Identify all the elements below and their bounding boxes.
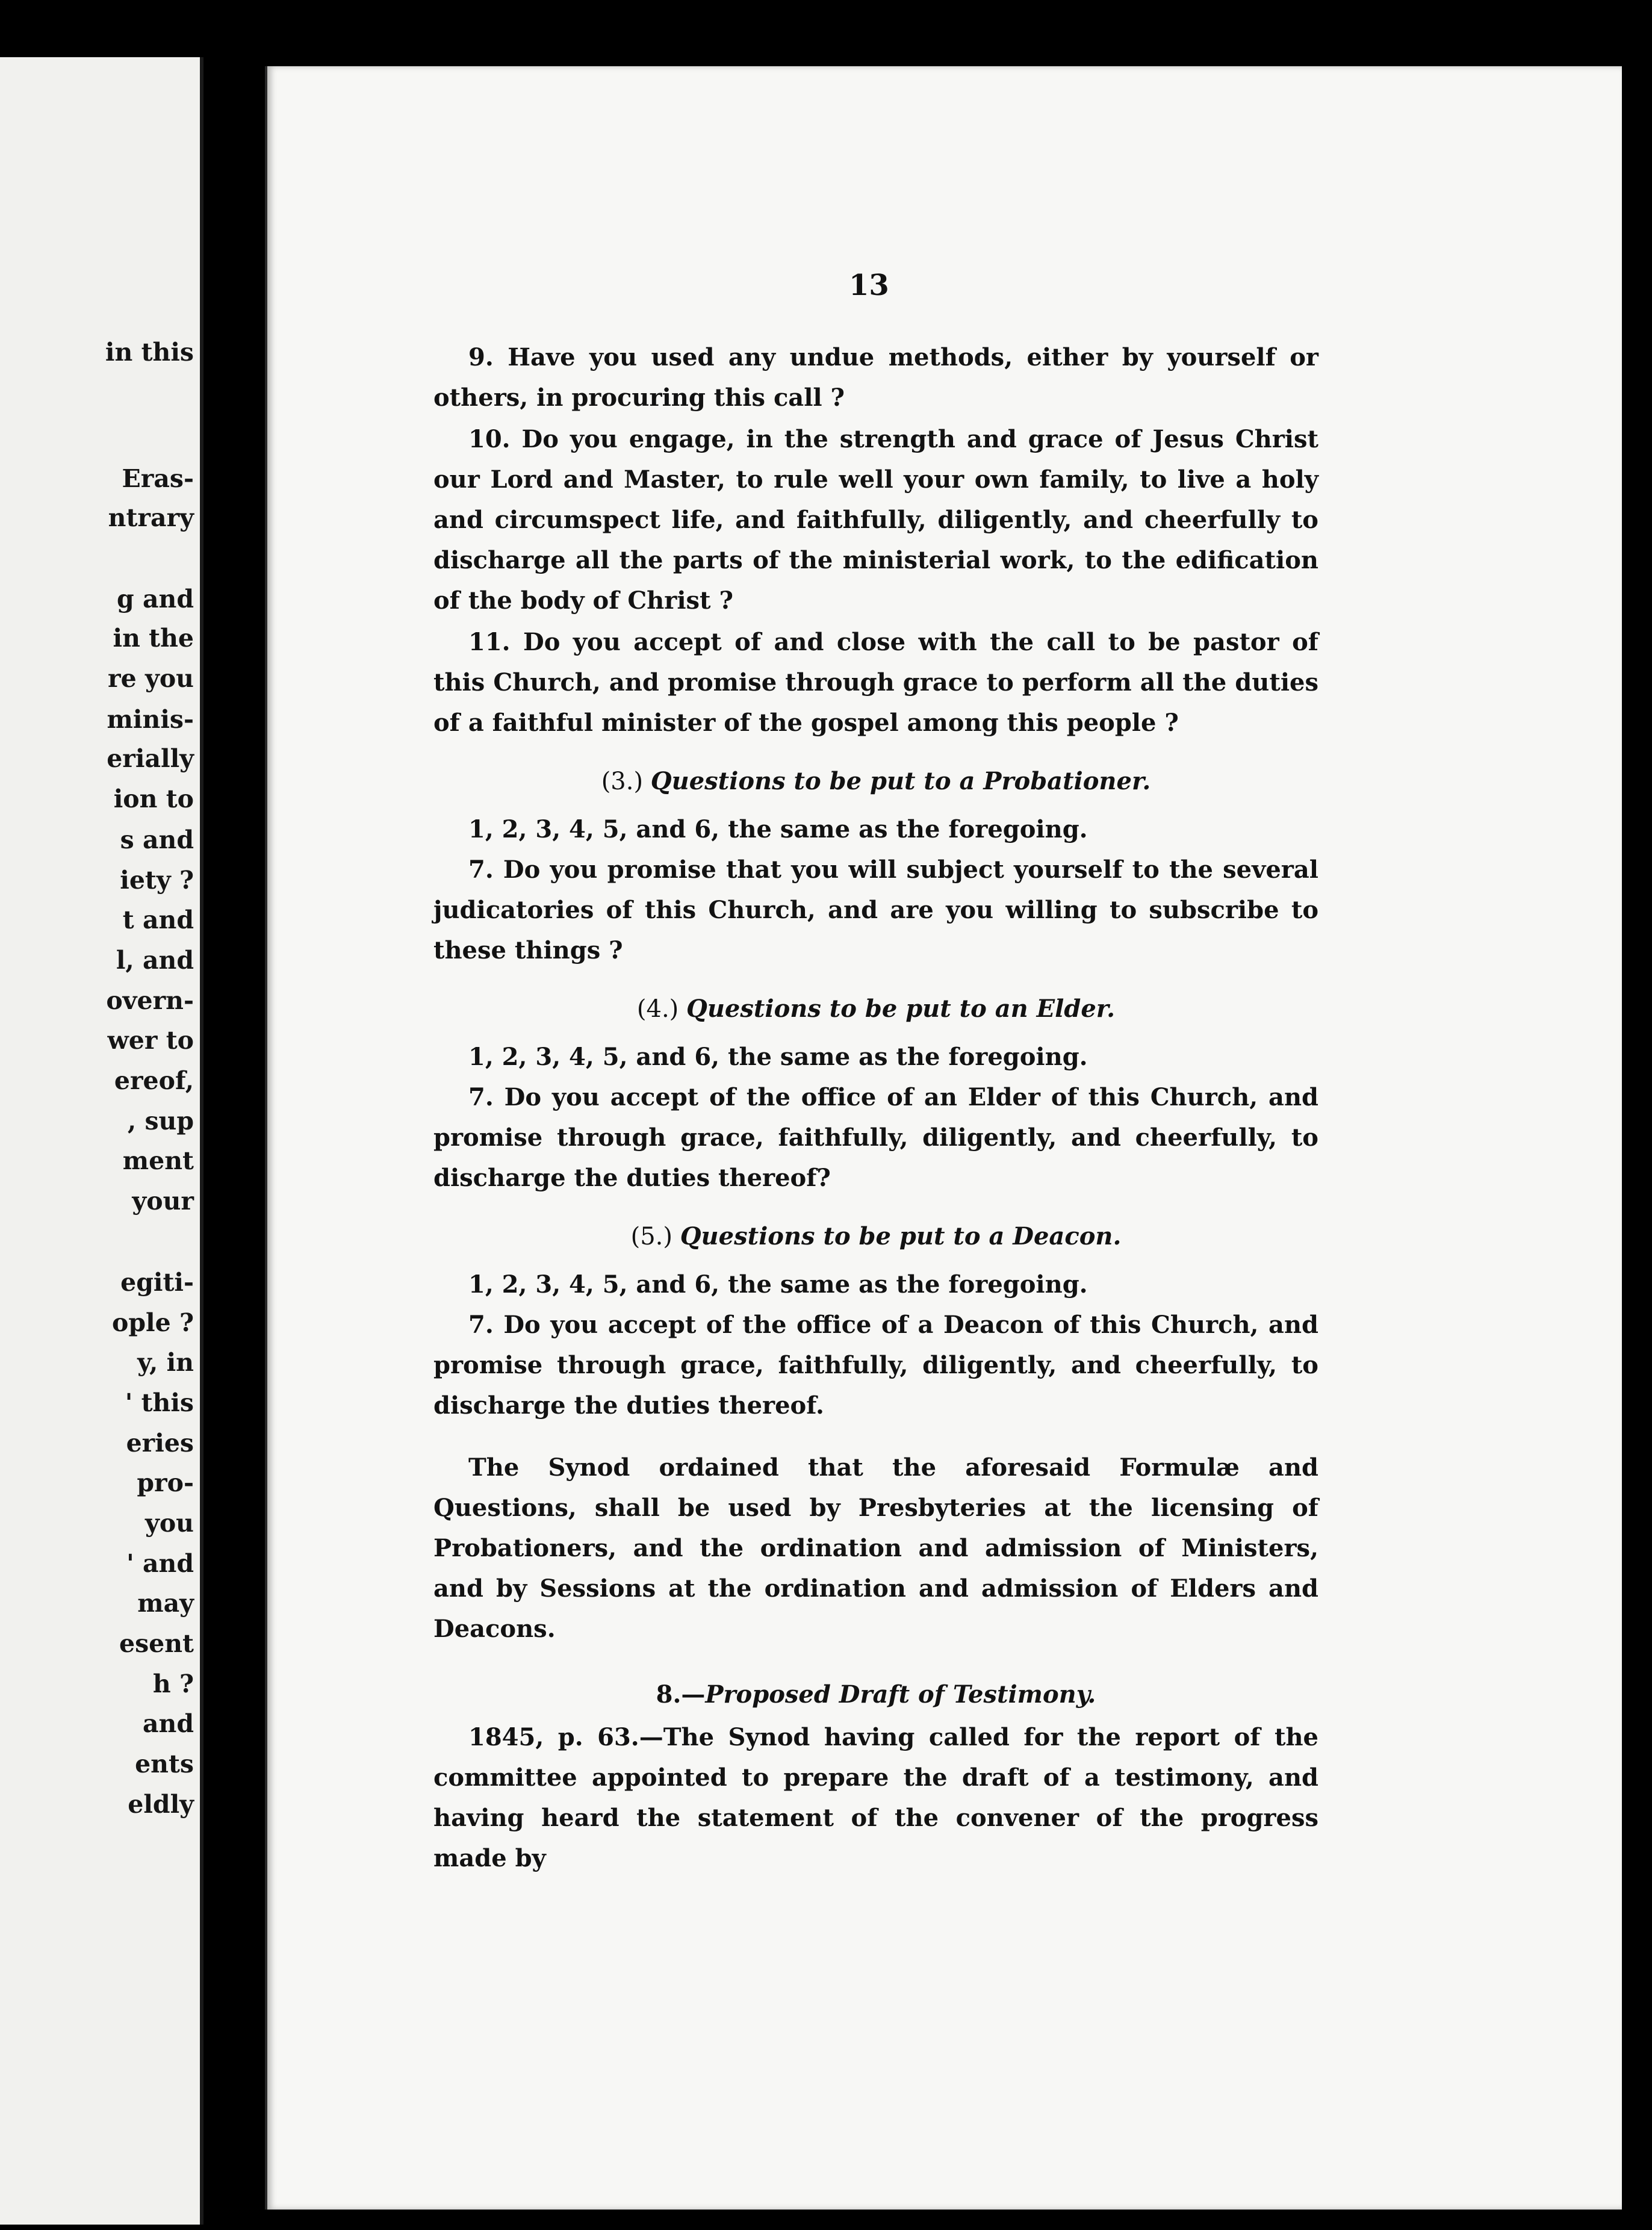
elder-heading <box>433 989 1318 1030</box>
left-fragment: t and <box>122 905 194 934</box>
section-8-number: 8.— <box>656 1680 706 1709</box>
left-fragment: iety ? <box>120 866 194 895</box>
probationer-line-1: 1, 2, 3, 4, 5, and 6, the same as the foregoing. <box>468 815 1088 843</box>
left-fragment: wer to <box>107 1026 194 1055</box>
left-fragment: ment <box>122 1146 194 1175</box>
left-fragment: y, in <box>137 1348 194 1377</box>
synod-paragraph: The Synod ordained that the aforesaid Formulæ and Questions, shall be used by Presbyteries at the licensing of Probationers, and the ordination and admission of Ministers, and by Sessions at the ordination and admission of Elders and Deacons. <box>433 1453 1318 1643</box>
left-fragment: l, and <box>116 946 194 975</box>
left-fragment: , sup <box>127 1107 194 1135</box>
left-fragment: and <box>142 1709 194 1738</box>
left-fragment: minis- <box>107 705 194 734</box>
elder-line-2: 7. Do you accept of the office of an Elder of this Church, and promise through grace, faithfully, diligently, and cheerfully, to discharge the duties thereof? <box>433 1083 1318 1192</box>
probationer-line-2: 7. Do you promise that you will subject yourself to the several judicatories of this Church, and are you willing to subscribe to these things ? <box>433 856 1318 964</box>
left-fragment: eldly <box>128 1790 194 1819</box>
probationer-heading-title: Questions to be put to a Probationer. <box>650 767 1151 795</box>
left-fragment: ' this <box>125 1388 194 1417</box>
deacon-line-1: 1, 2, 3, 4, 5, and 6, the same as the foregoing. <box>468 1270 1088 1299</box>
left-facing-page <box>0 57 203 2225</box>
page-number: 13 <box>849 269 889 302</box>
left-fragment: esent <box>119 1629 194 1658</box>
left-fragment: ents <box>135 1750 194 1778</box>
deacon-heading-title: Questions to be put to a Deacon. <box>680 1222 1122 1250</box>
left-fragment: ' and <box>126 1549 194 1578</box>
page-body <box>433 337 1318 1878</box>
testimony-paragraph: 1845, p. 63.—The Synod having called for the report of the committee appointed to prepare the draft of a testimony, and having heard the statement of the convener of the progress made by <box>433 1723 1318 1872</box>
left-fragment: may <box>137 1589 194 1618</box>
spacer <box>433 1426 1318 1447</box>
probationer-heading <box>433 761 1318 802</box>
left-fragment: h ? <box>152 1669 194 1698</box>
deacon-heading <box>433 1216 1318 1257</box>
left-fragment: in the <box>113 624 194 653</box>
left-fragment: you <box>145 1509 194 1538</box>
section-8-title: Proposed Draft of Testimony. <box>705 1680 1096 1709</box>
elder-line-1: 1, 2, 3, 4, 5, and 6, the same as the foregoing. <box>468 1043 1088 1071</box>
deacon-line-2: 7. Do you accept of the office of a Deacon of this Church, and promise through grace, faithfully, diligently, and cheerfully, to discharge the duties thereof. <box>433 1311 1318 1420</box>
left-fragment: s and <box>120 825 194 854</box>
left-fragment: egiti- <box>120 1268 194 1297</box>
section-8-heading <box>433 1674 1318 1715</box>
probationer-heading-number: (3.) <box>601 768 644 795</box>
left-fragment: Eras- <box>122 464 194 493</box>
left-fragment: your <box>132 1187 194 1216</box>
left-fragment: erially <box>107 744 194 773</box>
left-fragment: ntrary <box>108 503 194 532</box>
left-fragment: g and <box>117 585 194 613</box>
elder-heading-title: Questions to be put to an Elder. <box>686 995 1116 1023</box>
question-11: 11. Do you accept of and close with the call to be pastor of this Church, and promise through grace to perform all the duties of a faithful minister of the gospel among this people ? <box>433 628 1318 737</box>
left-fragment: ion to <box>113 784 194 813</box>
left-fragment: overn- <box>106 986 194 1015</box>
question-10: 10. Do you engage, in the strength and grace of Jesus Christ our Lord and Master, to rule well your own family, to live a holy and circumspect life, and faithfully, diligently, and cheerfully to discharge all the parts of the ministerial work, to the edification of the body of Christ ? <box>433 425 1318 615</box>
deacon-heading-number: (5.) <box>630 1223 672 1250</box>
left-fragment: in this <box>105 338 194 367</box>
left-fragment: eries <box>126 1429 194 1458</box>
left-fragment: ereof, <box>114 1066 194 1095</box>
left-fragment: pro- <box>137 1468 194 1497</box>
left-fragment: re you <box>108 664 194 693</box>
question-9: 9. Have you used any undue methods, either by yourself or others, in procuring this call ? <box>433 343 1318 412</box>
left-fragment: ople ? <box>112 1308 194 1337</box>
elder-heading-number: (4.) <box>636 995 679 1023</box>
